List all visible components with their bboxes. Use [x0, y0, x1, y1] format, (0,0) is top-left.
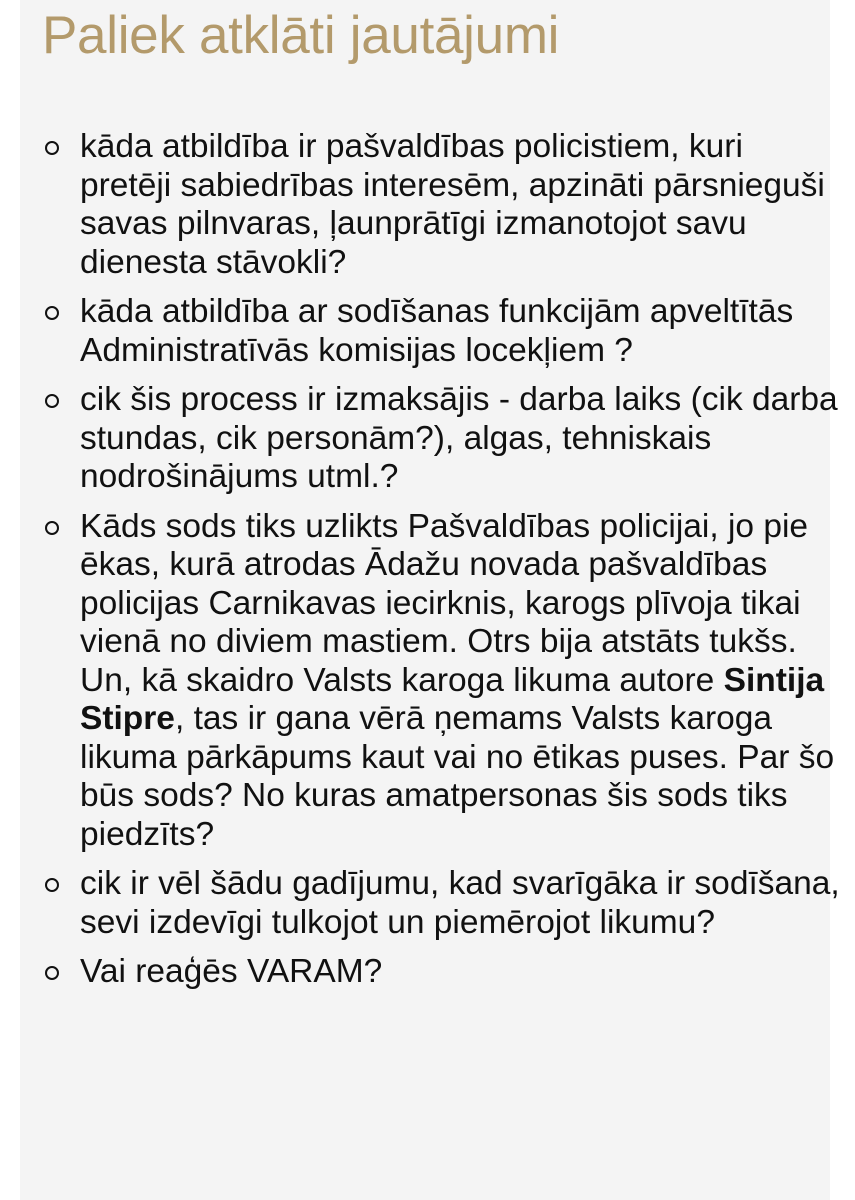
- list-item-1: [40, 128, 840, 282]
- list-item-text: cik ir vēl šādu gadījumu, kad svarīgāka ir sodīšana, sevi izdevīgi tulkojot un piemērojot likumu?: [80, 865, 840, 941]
- hollow-circle-bullet-icon: [45, 306, 59, 320]
- list-item-5: [40, 865, 840, 942]
- slide-panel: [20, 0, 840, 1200]
- list-item-text: cik šis process ir izmaksājis - darba laiks (cik darba stundas, cik personām?), algas, tehniskais nodrošinājums utml.?: [80, 381, 838, 495]
- list-item-6: [40, 953, 840, 992]
- list-item-3: [40, 381, 840, 497]
- author-name: Sintija Stipre: [80, 661, 825, 737]
- hollow-circle-bullet-icon: [45, 966, 59, 980]
- hollow-circle-bullet-icon: [45, 521, 59, 535]
- list-item-text-before: Kāds sods tiks uzlikts Pašvaldības policijai, jo pie ēkas, kurā atrodas Ādažu novada pašvaldības policijas Carnikavas iecirknis, karogs plīvoja tikai vienā no diviem mastiem. Otrs bija atstāts tukšs. Un, kā skaidro Valsts karoga likuma autore: [80, 507, 809, 699]
- list-item-text: Vai reaģēs VARAM?: [80, 953, 383, 990]
- hollow-circle-bullet-icon: [45, 394, 59, 408]
- list-item-text: kāda atbildība ir pašvaldības policistiem, kuri pretēji sabiedrības interesēm, apzināti pārsnieguši savas pilnvaras, ļaunprātīgi izmanotojot savu dienesta stāvokli?: [80, 128, 825, 281]
- list-item-text-after: , tas ir gana vērā ņemams Valsts karoga likuma pārkāpums kaut vai no ētikas puses. Par šo būs sods? No kuras amatpersonas šis sods tiks piedzīts?: [80, 700, 835, 853]
- hollow-circle-bullet-icon: [45, 141, 59, 155]
- list-item-4: [40, 508, 840, 855]
- hollow-circle-bullet-icon: [45, 878, 59, 892]
- list-item-2: [40, 293, 840, 370]
- questions-list: [40, 128, 840, 1003]
- list-item-text: [80, 508, 834, 853]
- list-item-text: kāda atbildība ar sodīšanas funkcijām apveltītās Administratīvās komisijas locekļiem ?: [80, 293, 794, 369]
- slide-title: Paliek atklāti jautājumi: [42, 6, 560, 65]
